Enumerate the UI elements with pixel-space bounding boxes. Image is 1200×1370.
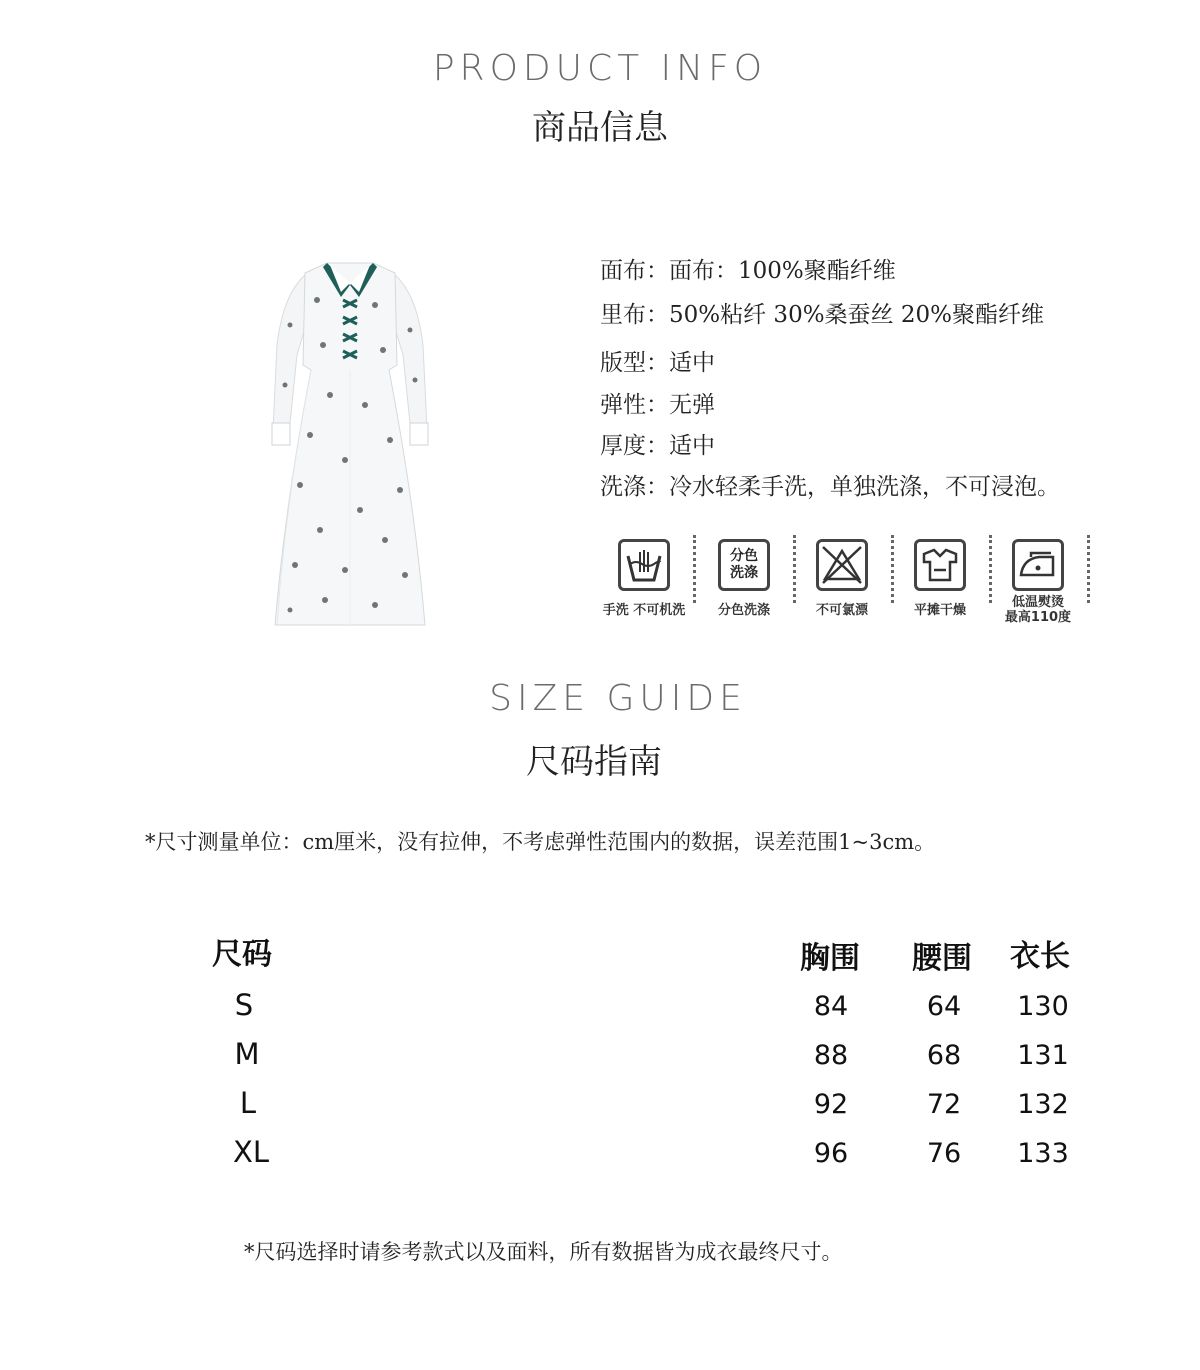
care-item-iron-low [992, 535, 1084, 625]
care-label-flat-dry: 平摊干燥 [913, 603, 966, 618]
spec-washing: 洗涤：冷水轻柔手洗，单独洗涤，不可浸泡。 [600, 474, 1060, 500]
size-note-bottom: *尺码选择时请参考款式以及面料，所有数据皆为成衣最终尺寸。 [244, 1240, 843, 1264]
separate-wash-icon [718, 539, 770, 591]
spec-thickness: 厚度：适中 [600, 433, 715, 459]
care-label-hand-wash: 手洗 不可机洗 [602, 603, 686, 618]
care-label-separate-wash: 分色洗涤 [717, 603, 770, 618]
care-item-hand-wash [598, 535, 690, 618]
product-info-title-cn: 商品信息 [532, 108, 668, 148]
row-s-bust: 84 [813, 991, 849, 1022]
care-icons-strip [598, 535, 1098, 640]
care-divider [693, 535, 696, 603]
row-xl-bust: 96 [813, 1138, 849, 1169]
row-m-bust: 88 [813, 1040, 849, 1071]
row-m-length: 131 [1017, 1040, 1069, 1071]
row-m-size: M [234, 1037, 260, 1071]
row-l-bust: 92 [813, 1089, 849, 1120]
length-header: 衣长 [1010, 939, 1070, 974]
care-item-separate-wash [698, 535, 790, 618]
iron-low-icon [1012, 539, 1064, 591]
spec-elasticity: 弹性：无弹 [600, 392, 715, 418]
spec-fabric: 面布：面布：100%聚酯纤维 [600, 258, 896, 284]
row-l-length: 132 [1017, 1089, 1069, 1120]
row-s-size: S [234, 988, 254, 1022]
no-bleach-icon [816, 539, 868, 591]
row-xl-waist: 76 [926, 1138, 962, 1169]
spec-lining: 里布：50%粘纤 30%桑蚕丝 20%聚酯纤维 [600, 302, 1044, 328]
product-info-title-en: PRODUCT INFO [432, 48, 768, 89]
care-label-no-bleach: 不可氯漂 [815, 603, 868, 618]
row-s-length: 130 [1017, 991, 1069, 1022]
size-note-top: *尺寸测量单位：cm厘米，没有拉伸，不考虑弹性范围内的数据，误差范围1~3cm。 [145, 830, 936, 854]
hand-wash-icon [618, 539, 670, 591]
size-header: 尺码 [212, 937, 272, 972]
row-xl-length: 133 [1017, 1138, 1069, 1169]
care-label-iron-low-line-1: 低温熨烫 [1011, 595, 1064, 610]
care-divider [1087, 535, 1090, 603]
size-guide-title-en: SIZE GUIDE [489, 678, 747, 719]
care-item-no-bleach [796, 535, 888, 618]
row-l-size: L [239, 1086, 257, 1120]
row-s-waist: 64 [926, 991, 962, 1022]
dress-product-image [265, 255, 435, 635]
row-xl-size: XL [232, 1135, 270, 1169]
care-item-flat-dry [894, 535, 986, 618]
spec-fit: 版型：适中 [600, 350, 715, 376]
care-label-iron-low [992, 595, 1084, 625]
row-l-waist: 72 [926, 1089, 962, 1120]
bust-header: 胸围 [800, 941, 860, 976]
waist-header: 腰围 [912, 941, 972, 976]
size-guide-title-cn: 尺码指南 [526, 742, 662, 782]
care-label-iron-low-line-2: 最高110度 [1004, 610, 1072, 625]
flat-dry-icon [914, 539, 966, 591]
row-m-waist: 68 [926, 1040, 962, 1071]
separate-wash-box-text-2: 洗涤 [730, 565, 758, 581]
separate-wash-box-text-1: 分色 [730, 548, 758, 564]
